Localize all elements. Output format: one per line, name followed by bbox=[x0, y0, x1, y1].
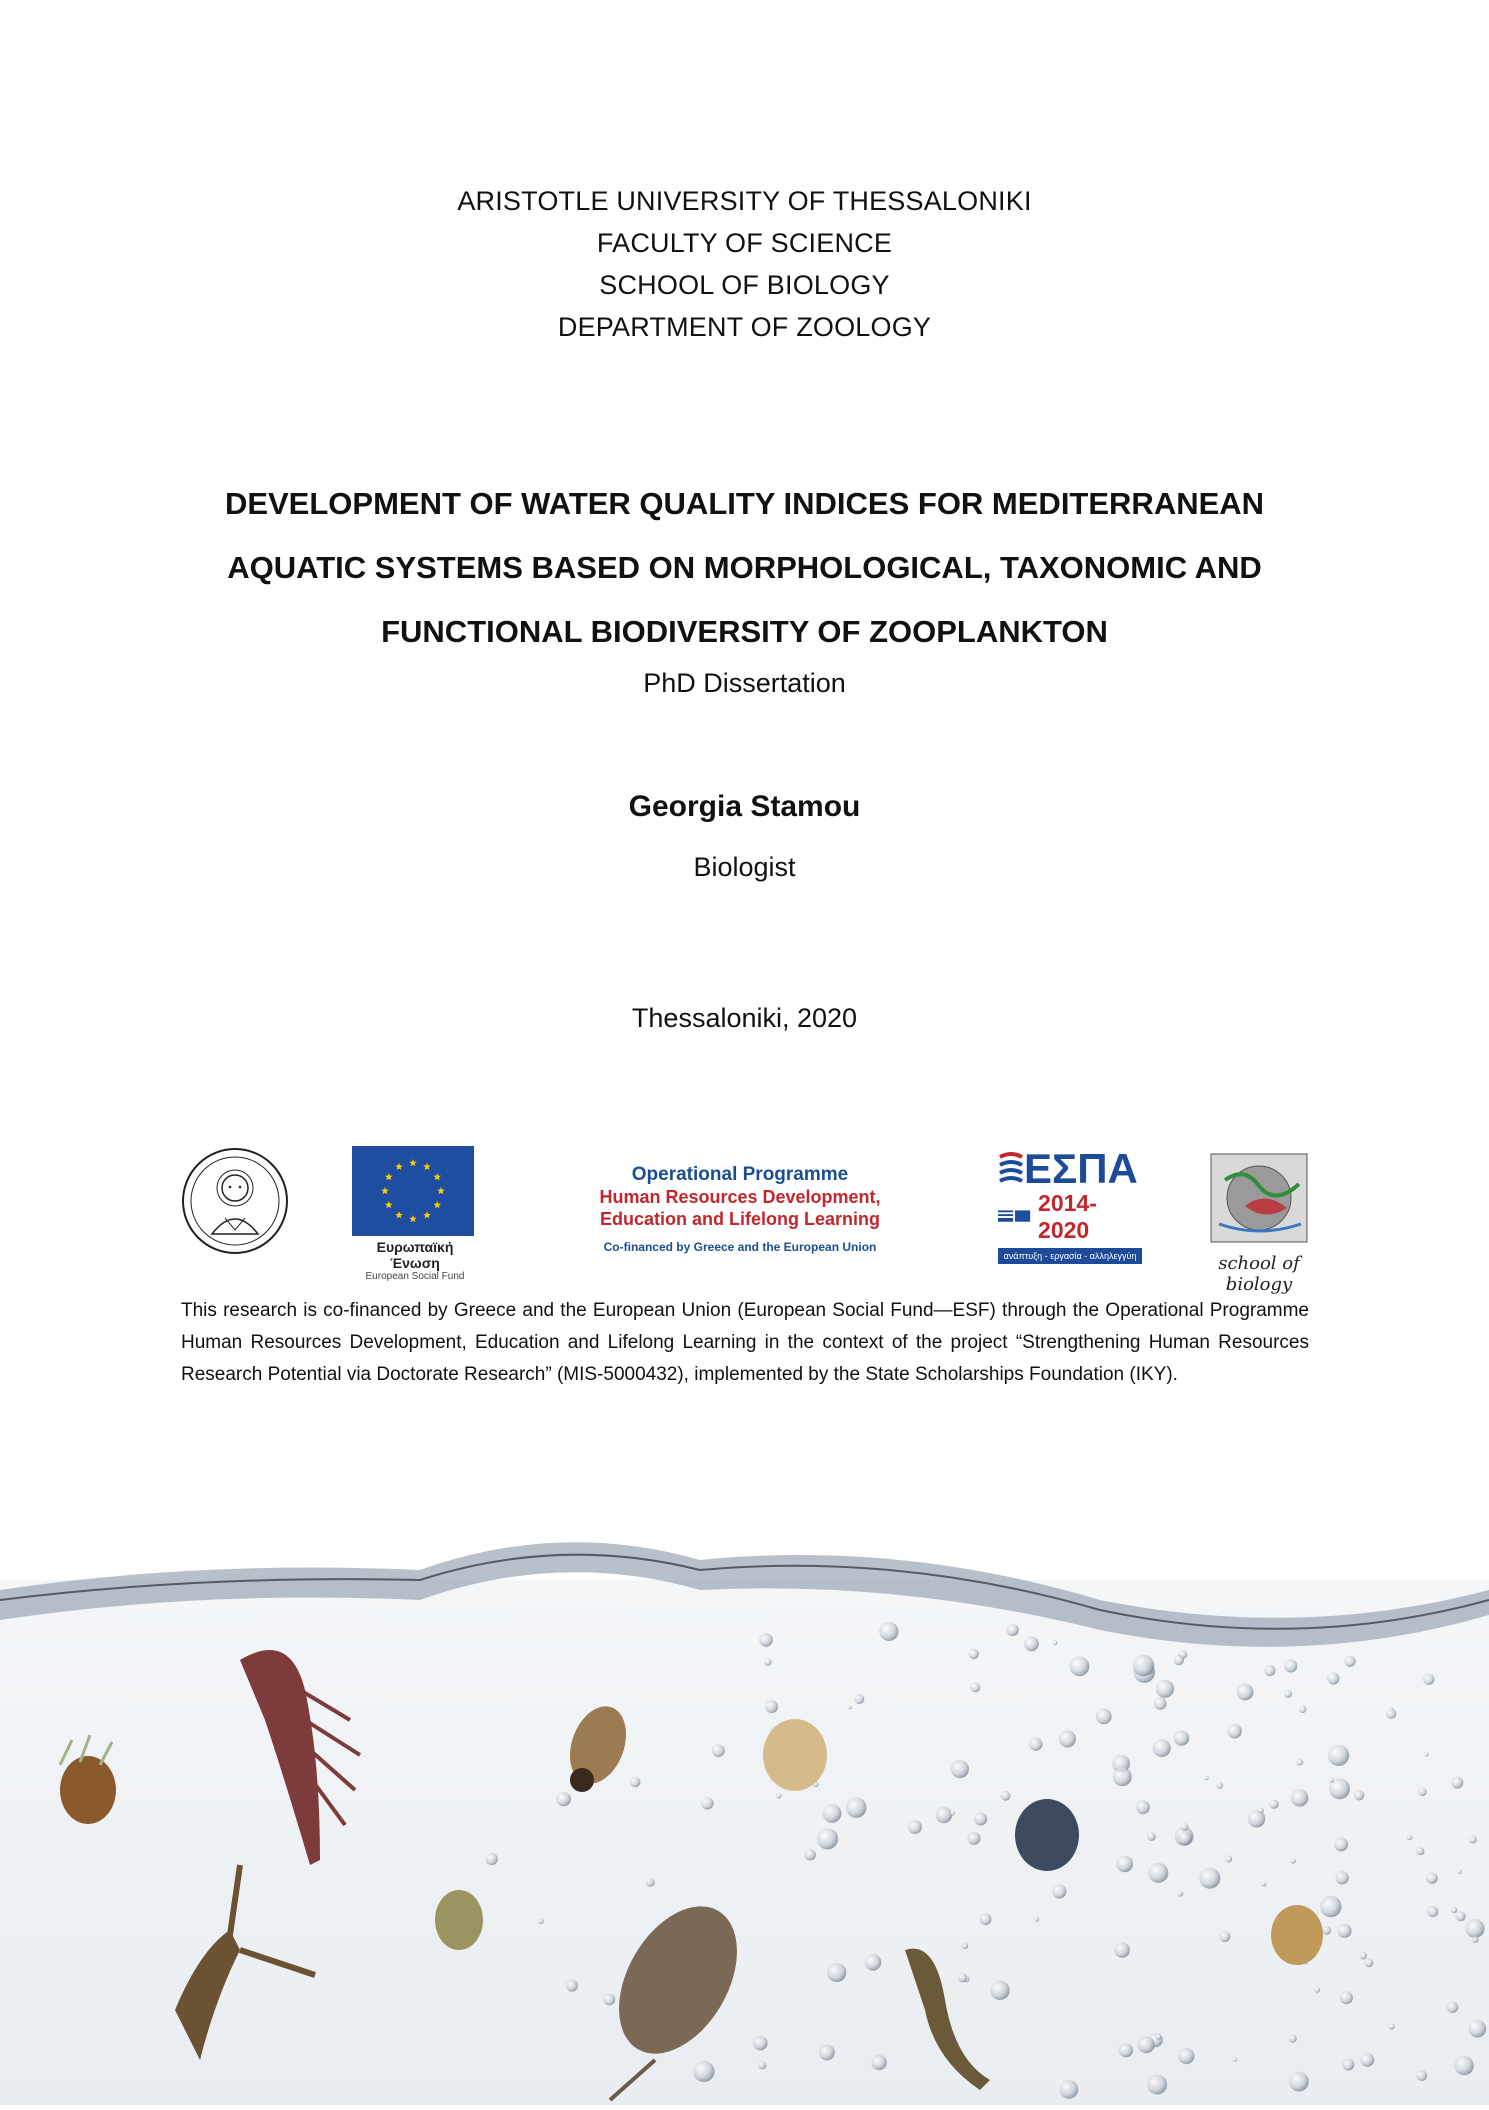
bubble bbox=[1156, 1680, 1174, 1698]
bubble bbox=[1469, 2020, 1487, 2038]
bubble bbox=[1216, 1782, 1223, 1789]
bubble bbox=[1177, 1891, 1183, 1897]
espa-logo bbox=[998, 1145, 1142, 1261]
school-of-biology-emblem-icon bbox=[1205, 1146, 1313, 1246]
ostracod-right bbox=[1271, 1905, 1323, 1965]
bubble bbox=[1269, 1800, 1278, 1809]
bubble bbox=[1136, 1800, 1150, 1814]
bubble bbox=[630, 1777, 640, 1787]
bubble bbox=[827, 1963, 846, 1982]
op-line-3: Education and Lifelong Learning bbox=[599, 1209, 880, 1229]
funding-acknowledgement: This research is co-financed by Greece and the European Union (European Social Fund—ESF) through the Operational Programme Human Resources Development, Education and Lifelong Learning in the context of the project “Strengthening Human Resources Research Potential via Doctorate Research” (MIS-5000432), implemented by the State Scholarships Foundation (IKY). bbox=[181, 1300, 1309, 1385]
bubble bbox=[1147, 1832, 1156, 1841]
eu-star bbox=[385, 1173, 393, 1180]
bubble bbox=[1113, 1767, 1132, 1786]
bubble bbox=[848, 1705, 852, 1709]
bubble bbox=[1096, 1709, 1112, 1725]
bubble bbox=[1001, 1791, 1011, 1801]
eu-star bbox=[395, 1211, 403, 1218]
bubble bbox=[1116, 1856, 1133, 1873]
bubble bbox=[1322, 1926, 1331, 1935]
bubble bbox=[1024, 1637, 1039, 1652]
bubble bbox=[1059, 1730, 1076, 1747]
eu-star bbox=[423, 1163, 431, 1170]
bubble bbox=[817, 1828, 838, 1849]
bubble bbox=[1296, 1759, 1303, 1766]
bubble bbox=[1289, 2035, 1297, 2043]
bubble bbox=[712, 1744, 725, 1757]
title-line-2: AQUATIC SYSTEMS BASED ON MORPHOLOGICAL, TAXONOMIC AND bbox=[227, 550, 1262, 585]
bubble bbox=[1338, 1924, 1352, 1938]
bubble bbox=[1327, 1672, 1339, 1684]
water-illustration-image bbox=[0, 1480, 1489, 2105]
bubble bbox=[1227, 1724, 1242, 1739]
bubble bbox=[1354, 1790, 1364, 1800]
bubble bbox=[990, 1981, 1009, 2000]
university-name: ARISTOTLE UNIVERSITY OF THESSALONIKI bbox=[457, 186, 1032, 216]
bubble bbox=[1007, 1624, 1019, 1636]
bubble bbox=[819, 2045, 835, 2061]
bubble bbox=[693, 2061, 714, 2082]
place-and-date: Thessaloniki, 2020 bbox=[631, 1003, 858, 1033]
bubble bbox=[1454, 2056, 1473, 2075]
bubble bbox=[1284, 1690, 1292, 1698]
bubble bbox=[1291, 1789, 1308, 1806]
eu-star bbox=[437, 1187, 445, 1194]
affiliation-block bbox=[0, 180, 1489, 348]
bubble bbox=[1174, 1655, 1184, 1665]
eu-subcaption: European Social Fund bbox=[365, 1271, 465, 1282]
bubble bbox=[1199, 1868, 1220, 1889]
eu-caption: Ευρωπαϊκή Ένωση bbox=[376, 1239, 454, 1271]
bubble bbox=[1345, 1656, 1356, 1667]
bubble bbox=[1360, 2053, 1374, 2067]
bubble bbox=[969, 1649, 979, 1659]
bubble bbox=[764, 1658, 771, 1665]
european-union-logo bbox=[352, 1146, 478, 1282]
title-line-3: FUNCTIONAL BIODIVERSITY OF ZOOPLANKTON bbox=[381, 614, 1108, 649]
bubble bbox=[1029, 1737, 1042, 1750]
bubble bbox=[1426, 1872, 1438, 1884]
bubble bbox=[1359, 1952, 1367, 1960]
bubble bbox=[1258, 1808, 1264, 1814]
bubble bbox=[1181, 1823, 1189, 1831]
espa-slogan: ανάπτυξη - εργασία - αλληλεγγύη bbox=[998, 1248, 1142, 1264]
bubble bbox=[1154, 1697, 1167, 1710]
bubble bbox=[1138, 2036, 1155, 2053]
bubble bbox=[1052, 1884, 1066, 1898]
bubble bbox=[646, 1878, 655, 1887]
eu-flag-icon bbox=[352, 1146, 474, 1236]
op-line-2: Human Resources Development, bbox=[599, 1187, 881, 1207]
eu-star bbox=[381, 1187, 389, 1194]
bubble bbox=[1070, 1656, 1090, 1676]
bubble bbox=[1264, 1665, 1275, 1676]
bubble bbox=[1328, 1745, 1349, 1766]
bubble bbox=[759, 1633, 773, 1647]
school-of-biology-caption: school of biology bbox=[1218, 1253, 1300, 1295]
bubble bbox=[765, 1700, 778, 1713]
bubble bbox=[1261, 1882, 1266, 1887]
bubble bbox=[1416, 1847, 1424, 1855]
university-seal-logo bbox=[180, 1146, 290, 1256]
dissertation-title bbox=[150, 472, 1339, 664]
bubble bbox=[1407, 1835, 1413, 1841]
bubble bbox=[1153, 1739, 1171, 1757]
op-line-4: Co-financed by Greece and the European Union bbox=[603, 1240, 877, 1254]
bubble bbox=[1418, 1788, 1426, 1796]
faculty-name: FACULTY OF SCIENCE bbox=[596, 228, 893, 258]
bubble bbox=[1320, 1896, 1341, 1917]
espa-wordmark: ΕΣΠΑ bbox=[1024, 1145, 1138, 1192]
bubble bbox=[1178, 2048, 1194, 2064]
bubble bbox=[701, 1797, 713, 1809]
school-of-biology-logo bbox=[1205, 1146, 1313, 1295]
bubble bbox=[1427, 1906, 1438, 1917]
bubble bbox=[1314, 1987, 1320, 1993]
bubble bbox=[1334, 1837, 1348, 1851]
bubble bbox=[1219, 1931, 1230, 1942]
espa-years: 2014-2020 bbox=[1038, 1190, 1097, 1243]
bubble bbox=[1416, 2070, 1427, 2081]
bubble bbox=[486, 1853, 498, 1865]
bubble bbox=[1469, 1835, 1477, 1843]
bubble bbox=[1053, 1640, 1058, 1645]
bubble bbox=[823, 1804, 842, 1823]
bubble bbox=[1329, 1778, 1334, 1783]
seal-icon bbox=[180, 1146, 290, 1256]
cladoceran-right bbox=[763, 1719, 827, 1791]
bubble bbox=[908, 1820, 922, 1834]
bubble bbox=[936, 1807, 952, 1823]
bubble bbox=[1364, 1958, 1373, 1967]
title-line-1: DEVELOPMENT OF WATER QUALITY INDICES FOR MEDITERRANEAN bbox=[224, 486, 1265, 521]
eu-star bbox=[433, 1173, 441, 1180]
bubble bbox=[1290, 1858, 1296, 1864]
bubble bbox=[1178, 1831, 1192, 1845]
bubble bbox=[1204, 1776, 1208, 1780]
bubble bbox=[1060, 2080, 1079, 2099]
bubble bbox=[1233, 2057, 1237, 2061]
department-name: DEPARTMENT OF ZOOLOGY bbox=[557, 312, 932, 342]
bubble bbox=[538, 1918, 544, 1924]
bubble bbox=[603, 1994, 615, 2006]
author-name: Georgia Stamou bbox=[628, 790, 861, 823]
eu-star bbox=[423, 1211, 431, 1218]
operational-programme-logo bbox=[560, 1164, 920, 1274]
bubble bbox=[980, 1913, 992, 1925]
eu-star bbox=[409, 1215, 417, 1222]
bubble bbox=[1148, 1863, 1168, 1883]
bubble bbox=[1225, 1855, 1232, 1862]
bubble bbox=[951, 1760, 969, 1778]
bubble bbox=[1335, 1871, 1348, 1884]
bubble bbox=[1147, 2075, 1167, 2095]
bubble bbox=[1456, 1911, 1466, 1921]
bubble bbox=[1289, 2072, 1309, 2092]
bubble bbox=[1457, 1870, 1462, 1875]
bubble bbox=[776, 1793, 781, 1798]
bubble bbox=[970, 1683, 980, 1693]
bubble bbox=[865, 1954, 882, 1971]
bubble bbox=[1156, 2034, 1162, 2040]
document-type: PhD Dissertation bbox=[643, 668, 846, 698]
bubble bbox=[958, 1973, 967, 1982]
eu-star bbox=[409, 1159, 417, 1166]
bubble bbox=[950, 1811, 955, 1816]
bubble bbox=[1466, 1919, 1485, 1938]
bubble bbox=[974, 1812, 987, 1825]
bubble bbox=[1472, 1936, 1479, 1943]
eu-star bbox=[433, 1201, 441, 1208]
small-rotifer bbox=[435, 1890, 483, 1950]
author-profession: Biologist bbox=[693, 852, 796, 882]
bubble bbox=[1299, 1705, 1307, 1713]
school-name: SCHOOL OF BIOLOGY bbox=[599, 270, 890, 300]
bubble bbox=[1451, 1777, 1463, 1789]
eu-star bbox=[395, 1163, 403, 1170]
bubble bbox=[1034, 1917, 1039, 1922]
bubble bbox=[1425, 1752, 1429, 1756]
greek-eu-flags-icon bbox=[998, 1206, 1032, 1228]
bubble bbox=[753, 2036, 768, 2051]
espa-stripes-icon bbox=[998, 1151, 1024, 1187]
op-line-1: Operational Programme bbox=[631, 1164, 849, 1185]
bubble bbox=[1119, 2043, 1133, 2057]
bubble bbox=[1342, 2059, 1354, 2071]
funding-logos-row bbox=[0, 1140, 1489, 1295]
bubble bbox=[854, 1694, 864, 1704]
bubble bbox=[758, 2061, 766, 2069]
bubble bbox=[1340, 1991, 1353, 2004]
bubble bbox=[1423, 1674, 1434, 1685]
bubble bbox=[879, 1622, 898, 1641]
bubble bbox=[1451, 1907, 1458, 1914]
bubble bbox=[1284, 1660, 1297, 1673]
eu-star bbox=[385, 1201, 393, 1208]
bubble bbox=[1114, 1942, 1130, 1958]
bubble bbox=[566, 1979, 578, 1991]
bubble bbox=[961, 1942, 968, 1949]
blue-rotifer bbox=[1015, 1799, 1079, 1871]
bubble bbox=[967, 1832, 980, 1845]
bubble bbox=[1447, 2002, 1458, 2013]
bubble bbox=[1174, 1730, 1189, 1745]
bubble bbox=[1388, 2023, 1395, 2030]
zooplankton-water-illustration bbox=[0, 1480, 1489, 2105]
rotifer-left bbox=[60, 1756, 116, 1824]
bubble bbox=[1386, 1709, 1396, 1719]
bubble bbox=[556, 1792, 571, 1807]
bubble bbox=[846, 1797, 867, 1818]
bubble bbox=[872, 2055, 887, 2070]
bubble bbox=[1237, 1684, 1254, 1701]
bubble bbox=[1133, 1655, 1155, 1677]
bubble bbox=[805, 1849, 816, 1860]
